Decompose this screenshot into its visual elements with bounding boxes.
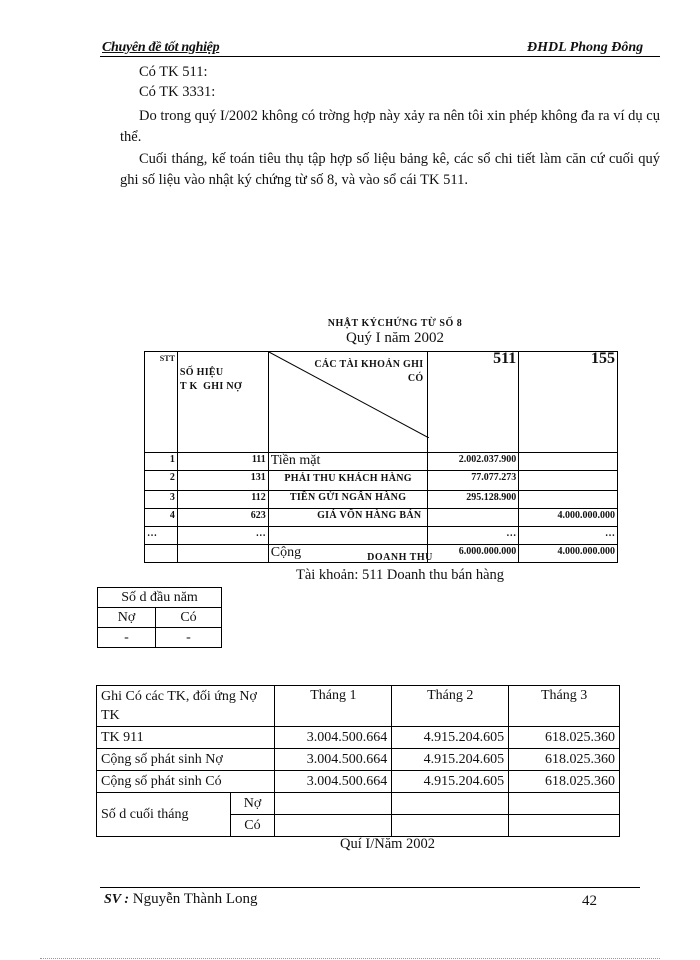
opening-balance-table: [97, 587, 222, 648]
header-divider: [100, 56, 660, 57]
total-label: Cộng: [268, 545, 428, 563]
row-label: TK 911: [97, 727, 275, 749]
table-row: [97, 749, 620, 771]
v511-cell: 295.128.900: [428, 491, 519, 509]
nkct-header-so-hieu: SỐ HIỆU T K GHI NỢ: [177, 352, 268, 453]
m3-cell: 618.025.360: [509, 727, 620, 749]
nkct-header-cac-tk-label: CÁC TÀI KHOẢN GHI CÓ: [314, 359, 424, 384]
ledger-header-m3: Tháng 3: [509, 686, 620, 727]
nkct-subtitle: Quý I năm 2002: [346, 330, 444, 346]
stt-cell: …: [145, 527, 178, 545]
tk-cell: …: [177, 527, 268, 545]
table-row: [145, 471, 618, 491]
opening-co-val: -: [156, 628, 222, 648]
opening-header: Số d đầu năm: [98, 588, 222, 608]
stt-cell: 1: [145, 453, 178, 471]
name-cell: [268, 527, 428, 545]
body-paragraph-2: Cuối tháng, kế toán tiêu thụ tập hợp số liệu bảng kê, các sổ chi tiết làm căn cứ cuối quý ghi số liệu vào nhật ký chứng từ số 8, và vào sổ cái TK 511.: [120, 151, 660, 188]
ledger-footer: Quí I/Năm 2002: [340, 836, 436, 852]
doanhthu-subtitle: Tài khoản: 511 Doanh thu bán hàng: [295, 567, 505, 583]
name-cell: GIÁ VỐN HÀNG BÁN: [268, 509, 428, 527]
nkct-header-155: 155: [519, 352, 618, 453]
nkct-header-cac-tk: [268, 352, 428, 453]
body-paragraph-1: Do trong quý I/2002 không có trờng hợp này xảy ra nên tôi xin phép không đa ra ví dụ cụ thể.: [120, 108, 660, 145]
footer-prefix: SV :: [104, 892, 130, 907]
doanhthu-title: DOANH THU: [367, 552, 433, 563]
header-left-title: Chuyên đề tốt nghiệp: [102, 40, 220, 55]
m3-cell: 618.025.360: [509, 749, 620, 771]
table-row: [145, 453, 618, 471]
v155-cell: 4.000.000.000: [519, 509, 618, 527]
table-row: [145, 491, 618, 509]
v511-cell: 2.002.037.900: [428, 453, 519, 471]
body-line-2: Có TK 3331:: [139, 84, 216, 100]
row-label: Cộng số phát sinh Có: [97, 771, 275, 793]
ledger-header-col0: Ghi Có các TK, đối ứng Nợ TK: [97, 686, 275, 727]
table-row: [145, 509, 618, 527]
total-155: 4.000.000.000: [519, 545, 618, 563]
m2-cell: 4.915.204.605: [392, 771, 509, 793]
nkct-header-511: 511: [428, 352, 519, 453]
m3-cell: 618.025.360: [509, 771, 620, 793]
v511-cell: [428, 509, 519, 527]
tk-cell: 111: [177, 453, 268, 471]
footer-name: Nguyễn Thành Long: [132, 891, 258, 907]
table-row: [97, 771, 620, 793]
table-row: [145, 527, 618, 545]
v155-cell: [519, 491, 618, 509]
tk-cell: 112: [177, 491, 268, 509]
v155-cell: …: [519, 527, 618, 545]
row-label: Cộng số phát sinh Nợ: [97, 749, 275, 771]
m1-cell: 3.004.500.664: [275, 771, 392, 793]
m1-cell: 3.004.500.664: [275, 727, 392, 749]
m2-cell: 4.915.204.605: [392, 727, 509, 749]
tk-cell: 131: [177, 471, 268, 491]
opening-no-val: -: [98, 628, 156, 648]
m1-cell: 3.004.500.664: [275, 749, 392, 771]
closing-no: Nợ: [230, 793, 275, 815]
tk-cell: 623: [177, 509, 268, 527]
closing-label: Số d cuối tháng: [97, 793, 231, 837]
page-bottom-rule: [40, 958, 660, 959]
stt-cell: 2: [145, 471, 178, 491]
footer-author: [104, 891, 258, 908]
closing-co: Có: [230, 815, 275, 837]
ledger-header-m1: Tháng 1: [275, 686, 392, 727]
stt-cell: 4: [145, 509, 178, 527]
opening-no: Nợ: [98, 608, 156, 628]
footer-divider: [100, 887, 640, 888]
stt-cell: 3: [145, 491, 178, 509]
m2-cell: 4.915.204.605: [392, 749, 509, 771]
v155-cell: [519, 453, 618, 471]
total-511: 6.000.000.000: [428, 545, 519, 563]
v511-cell: …: [428, 527, 519, 545]
ledger-table: [96, 685, 620, 837]
header-right-title: ĐHDL Phong Đông: [527, 40, 644, 55]
v155-cell: [519, 471, 618, 491]
nkct-title: NHẬT KÝCHỨNG TỪ SỐ 8: [327, 318, 463, 329]
ledger-header-m2: Tháng 2: [392, 686, 509, 727]
page-number: 42: [582, 893, 597, 909]
table-row: [97, 727, 620, 749]
body-line-1: Có TK 511:: [139, 64, 208, 80]
v511-cell: 77.077.273: [428, 471, 519, 491]
name-cell: TIỀN GỬI NGÂN HÀNG: [268, 491, 428, 509]
name-cell: Tiền mặt: [268, 453, 428, 471]
nkct-header-stt: STT: [145, 352, 178, 453]
opening-co: Có: [156, 608, 222, 628]
nkct-table: [144, 351, 618, 563]
name-cell: PHẢI THU KHÁCH HÀNG: [268, 471, 428, 491]
